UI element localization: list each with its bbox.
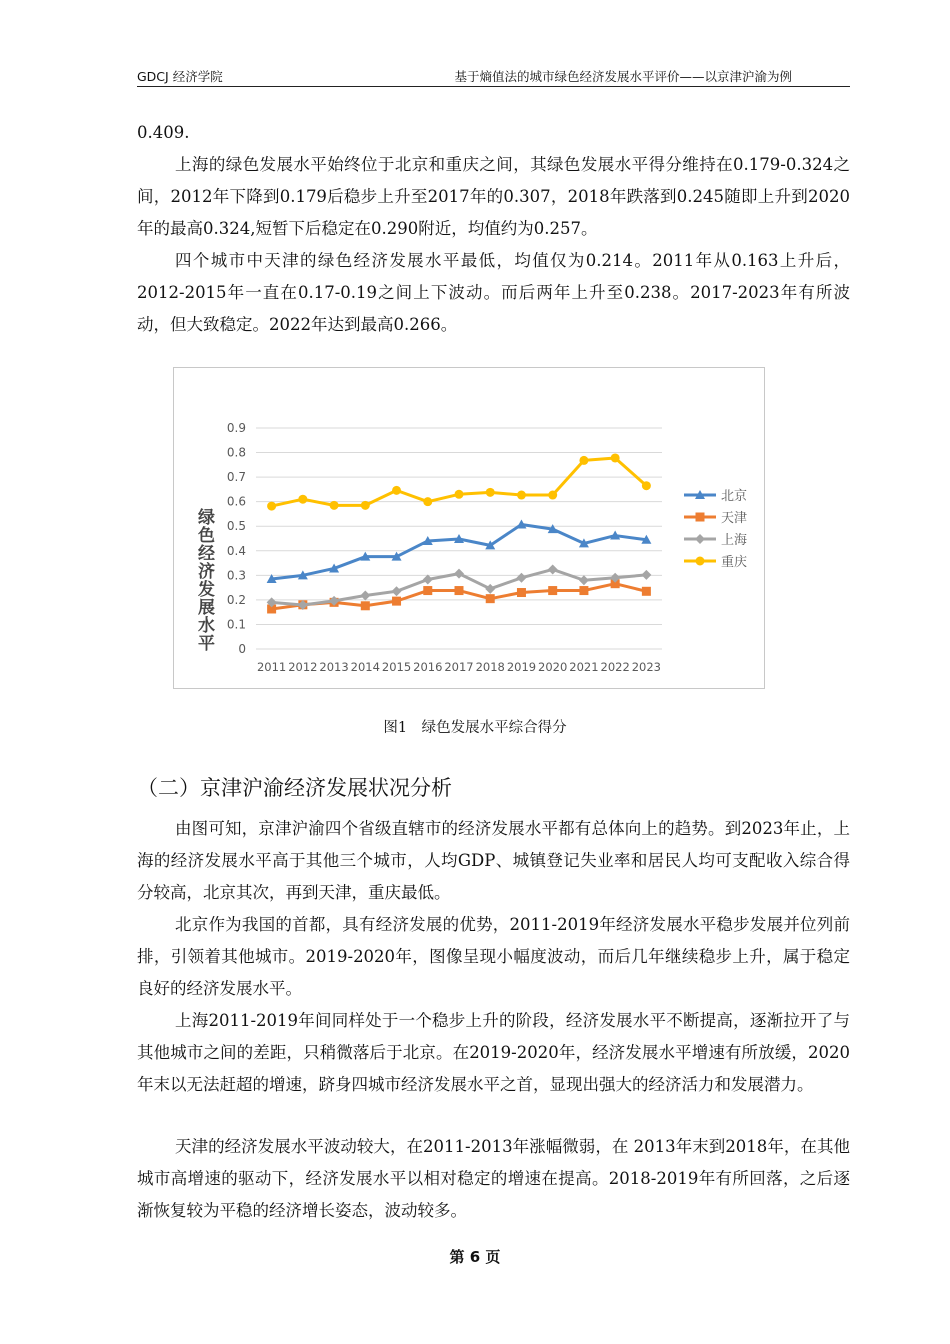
- x-tick-label: 2018: [475, 660, 505, 674]
- paragraph-overview: 由图可知，京津沪渝四个省级直辖市的经济发展水平都有总体向上的趋势。到2023年止，上海的经济发展水平高于其他三个城市，人均GDP、城镇登记失业率和居民人均可支配收入综合得分较高，北京其次，再到天津，重庆最低。: [137, 819, 850, 902]
- x-tick-label: 2019: [506, 660, 537, 674]
- paragraph-shanghai-green: 上海的绿色发展水平始终位于北京和重庆之间，其绿色发展水平得分维持在0.179-0.324之间，2012年下降到0.179后稳步上升至2017年的0.307，2018年跌落到0.245随即上升到2020年的最高0.324,短暂下后稳定在0.290附近，均值约为0.257。: [137, 155, 850, 238]
- legend-label: 北京: [721, 489, 748, 504]
- x-tick-label: 2011: [256, 660, 287, 674]
- paragraph-tianjin-green: 四个城市中天津的绿色经济发展水平最低，均值仅为0.214。2011年从0.163上升后，2012-2015年一直在0.17-0.19之间上下波动。而后两年上升至0.238。2017-2023年有所波动，但大致稳定。2022年达到最高0.266。: [137, 251, 850, 334]
- data-point: [360, 590, 370, 600]
- legend-label: 上海: [721, 533, 748, 548]
- section-heading: （二）京津沪渝经济发展状况分析: [137, 776, 452, 800]
- x-tick-label: 2013: [319, 660, 349, 674]
- y-tick-label: 0.3: [226, 568, 246, 583]
- data-point: [579, 456, 588, 465]
- x-tick-label: 2022: [600, 660, 630, 674]
- data-point: [516, 573, 526, 583]
- data-point: [695, 534, 705, 544]
- header-left: GDCJ 经济学院: [137, 69, 223, 84]
- data-point: [517, 588, 526, 597]
- series-line: [272, 458, 647, 506]
- data-point: [548, 586, 557, 595]
- data-point: [455, 490, 464, 499]
- page-header: [137, 64, 850, 87]
- data-point: [642, 481, 651, 490]
- page-number: 第 6 页: [449, 1248, 501, 1266]
- y-tick-label: 0.8: [226, 445, 246, 460]
- legend-label: 重庆: [721, 555, 748, 570]
- legend-label: 天津: [721, 511, 748, 526]
- data-point: [642, 587, 651, 596]
- data-point: [517, 491, 526, 500]
- header-title: 基于熵值法的城市绿色经济发展水平评价——以京津沪渝为例: [454, 69, 792, 84]
- data-point: [423, 575, 433, 585]
- data-point: [696, 557, 705, 566]
- y-tick-label: 0.5: [226, 519, 246, 534]
- x-tick-label: 2021: [569, 660, 599, 674]
- x-tick-label: 2017: [444, 660, 474, 674]
- data-point: [298, 495, 307, 504]
- paragraph-tianjin: 天津的经济发展水平波动较大，在2011-2013年涨幅微弱，在 2013年末到2018年，在其他城市高增速的驱动下，经济发展水平以相对稳定的增速在提高。2018-2019年有所回落，之后逐渐恢复较为平稳的经济增长姿态，波动较多。: [137, 1137, 850, 1220]
- data-point: [696, 513, 705, 522]
- x-tick-label: 2015: [381, 660, 412, 674]
- y-tick-label: 0.1: [226, 617, 246, 632]
- x-tick-label: 2014: [350, 660, 380, 674]
- data-point: [548, 564, 558, 574]
- y-tick-label: 0.9: [226, 421, 246, 435]
- data-point: [392, 586, 402, 596]
- data-point: [641, 570, 651, 580]
- data-point: [611, 453, 620, 462]
- paragraph-shanghai: 上海2011-2019年间同样处于一个稳步上升的阶段，经济发展水平不断提高，逐渐拉开了与其他城市之间的差距，只稍微落后于北京。在2019-2020年，经济发展水平增速有所放缓，2020年末以无法赶超的增速，跻身四城市经济发展水平之首，显现出强大的经济活力和发展潜力。: [137, 1011, 850, 1094]
- x-tick-label: 2023: [631, 660, 662, 674]
- x-tick-label: 2016: [413, 660, 443, 674]
- y-tick-label: 0.2: [226, 592, 246, 607]
- y-tick-label: 0: [238, 642, 246, 656]
- data-point: [361, 501, 370, 510]
- green-development-line-chart: [174, 368, 764, 688]
- data-point: [392, 486, 401, 495]
- paragraph-beijing: 北京作为我国的首都，具有经济发展的优势，2011-2019年经济发展水平稳步发展并位列前排，引领着其他城市。2019-2020年，图像呈现小幅度波动，而后几年继续稳步上升，属于稳定良好的经济发展水平。: [137, 915, 850, 998]
- paragraph-fragment: 0.409.: [137, 123, 190, 142]
- figure-caption: 图1 绿色发展水平综合得分: [383, 720, 567, 736]
- data-point: [485, 584, 495, 594]
- data-point: [423, 497, 432, 506]
- data-point: [267, 502, 276, 511]
- data-point: [330, 501, 339, 510]
- chart-frame: [173, 367, 765, 689]
- data-point: [548, 491, 557, 500]
- y-tick-label: 0.6: [226, 494, 246, 509]
- x-tick-label: 2012: [288, 660, 318, 674]
- y-axis-label: 绿色经济发展水平: [194, 508, 214, 652]
- data-point: [392, 597, 401, 606]
- data-point: [454, 569, 464, 579]
- data-point: [579, 575, 589, 585]
- data-point: [486, 488, 495, 497]
- x-tick-label: 2020: [538, 660, 568, 674]
- y-tick-label: 0.4: [226, 543, 246, 558]
- data-point: [423, 586, 432, 595]
- y-tick-label: 0.7: [226, 470, 246, 485]
- data-point: [455, 586, 464, 595]
- data-point: [361, 601, 370, 610]
- data-point: [486, 594, 495, 603]
- data-point: [579, 586, 588, 595]
